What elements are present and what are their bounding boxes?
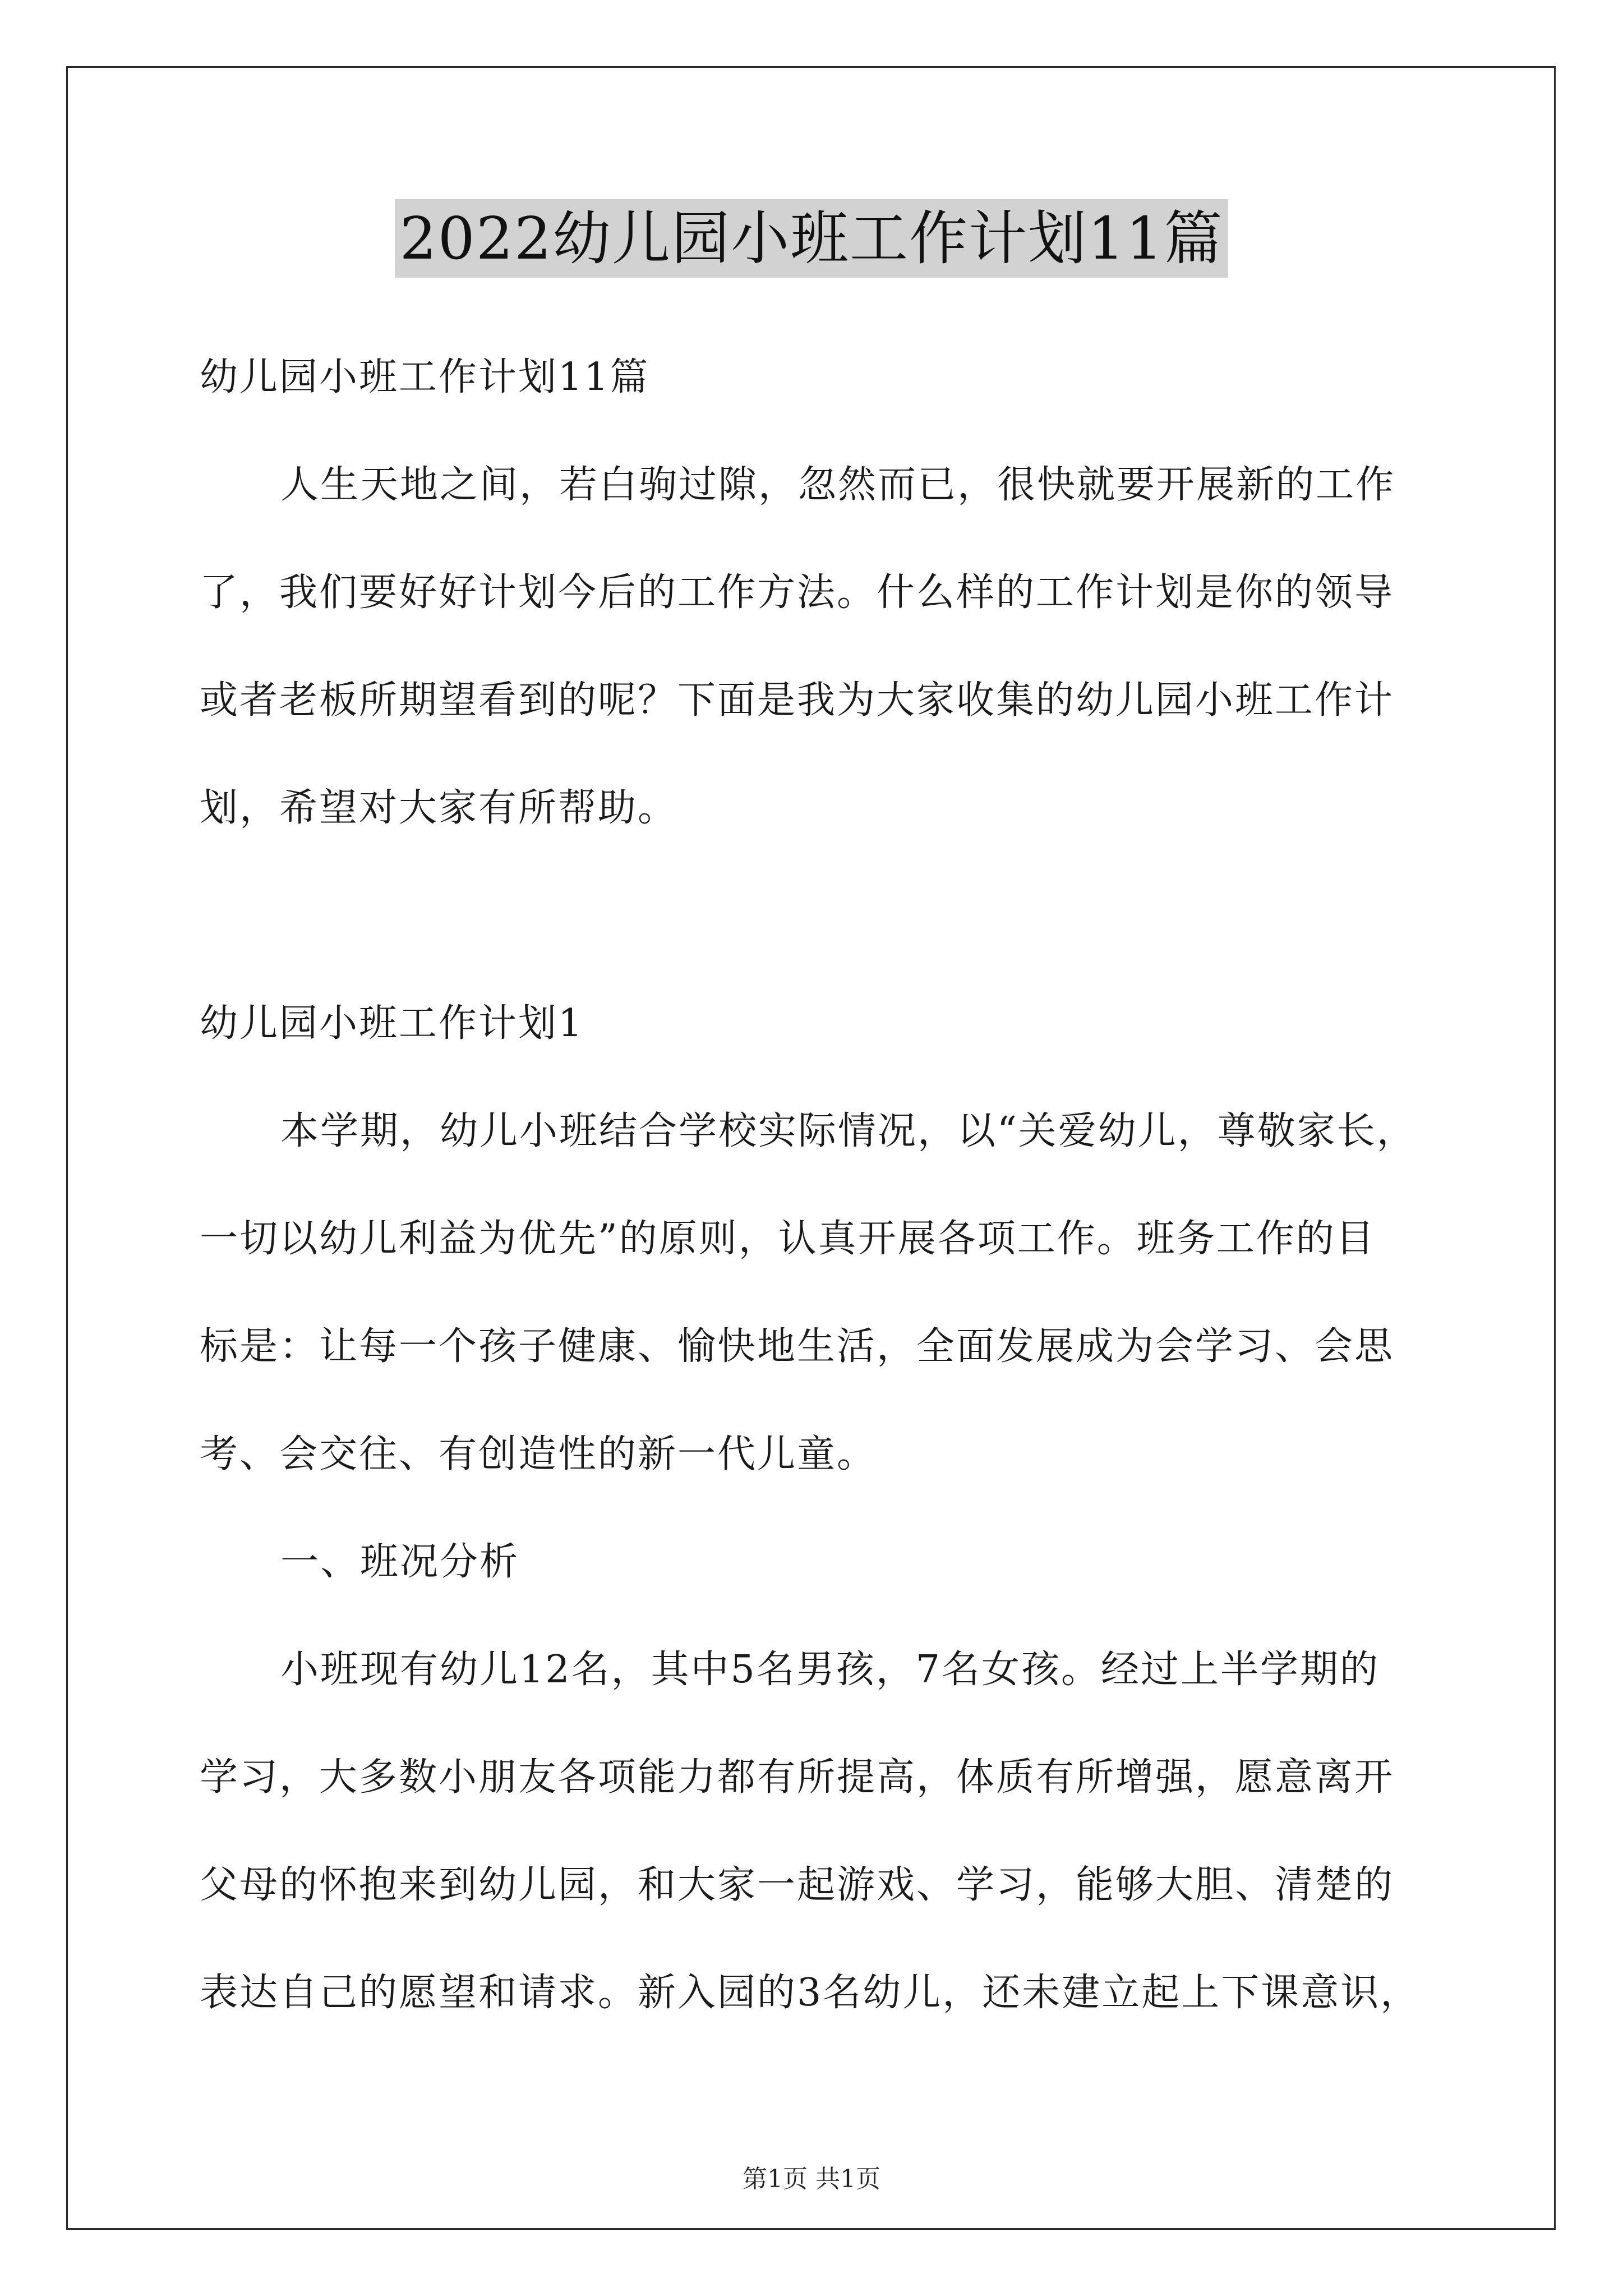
intro-line-2: 了，我们要好好计划今后的工作方法。什么样的工作计划是你的领导 [200, 570, 1395, 615]
section-heading: 幼儿园小班工作计划1 [200, 1001, 584, 1046]
page-number-footer: 第1页 共1页 [743, 2165, 880, 2193]
analysis-line-2: 学习，大多数小朋友各项能力都有所提高，体质有所增强，愿意离开 [200, 1755, 1395, 1800]
intro-line-3: 或者老板所期望看到的呢？下面是我为大家收集的幼儿园小班工作计 [200, 678, 1395, 723]
subsection-heading: 一、班况分析 [280, 1540, 520, 1584]
document-title: 2022幼儿园小班工作计划11篇 [395, 199, 1228, 278]
title-container [0, 199, 1623, 278]
subtitle: 幼儿园小班工作计划11篇 [200, 355, 650, 399]
section-para-line-3: 标是：让每一个孩子健康、愉快地生活，全面发展成为会学习、会思 [200, 1324, 1395, 1369]
section-para-line-2: 一切以幼儿利益为优先”的原则，认真开展各项工作。班务工作的目 [200, 1217, 1376, 1261]
intro-line-1: 人生天地之间，若白驹过隙，忽然而已，很快就要开展新的工作 [280, 463, 1396, 507]
intro-line-4: 划，希望对大家有所帮助。 [200, 786, 678, 830]
analysis-line-3: 父母的怀抱来到幼儿园，和大家一起游戏、学习，能够大胆、清楚的 [200, 1863, 1395, 1907]
analysis-line-1: 小班现有幼儿12名，其中5名男孩，7名女孩。经过上半学期的 [280, 1648, 1380, 1692]
analysis-line-4: 表达自己的愿望和请求。新入园的3名幼儿，还未建立起上下课意识， [200, 1971, 1421, 2015]
section-para-line-1: 本学期，幼儿小班结合学校实际情况，以“关爱幼儿，尊敬家长， [280, 1109, 1417, 1153]
section-para-line-4: 考、会交往、有创造性的新一代儿童。 [200, 1432, 877, 1476]
